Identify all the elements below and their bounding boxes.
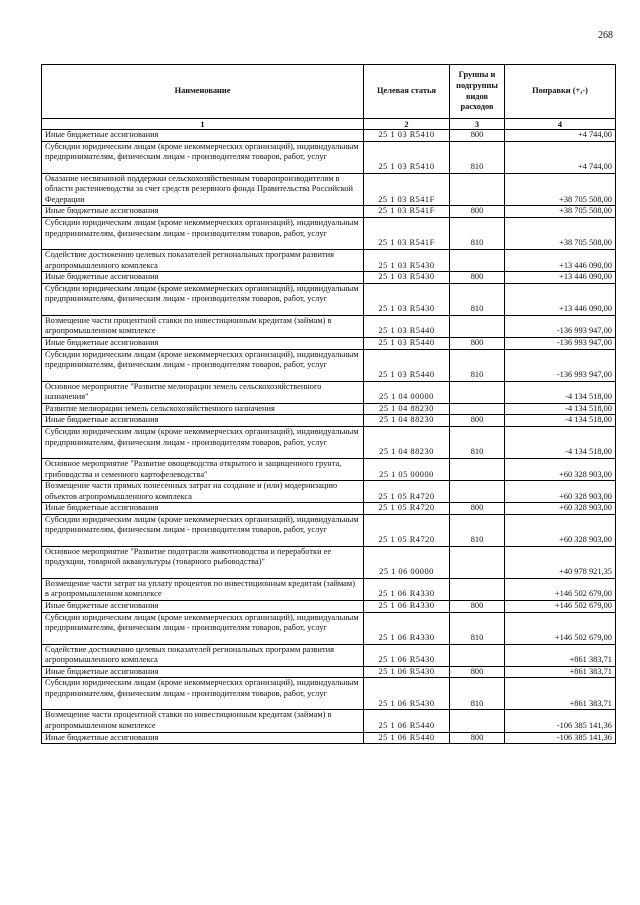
row-group-code bbox=[450, 381, 505, 403]
row-name: Оказание несвязанной поддержки сельскохозяйственным товаропроизводителям в области растениеводства за счет средств резервного фонда Правительства Российской Федерации bbox=[42, 173, 364, 206]
row-group-code: 800 bbox=[450, 206, 505, 218]
row-name: Иные бюджетные ассигнования bbox=[42, 130, 364, 142]
row-group-code: 810 bbox=[450, 349, 505, 381]
row-target-code: 25 1 05 R4720 bbox=[364, 481, 450, 503]
row-group-code: 810 bbox=[450, 678, 505, 710]
budget-amendments-table bbox=[41, 64, 616, 744]
row-amount: +13 446 090,00 bbox=[505, 249, 616, 271]
table-row bbox=[42, 710, 616, 732]
row-amount: -106 385 141,36 bbox=[505, 710, 616, 732]
table-row bbox=[42, 206, 616, 218]
row-group-code: 800 bbox=[450, 130, 505, 142]
row-amount: +146 502 679,00 bbox=[505, 578, 616, 600]
row-amount: -136 993 947,00 bbox=[505, 337, 616, 349]
row-target-code: 25 1 06 R5430 bbox=[364, 666, 450, 678]
row-amount: +4 744,00 bbox=[505, 141, 616, 173]
row-target-code: 25 1 03 R5410 bbox=[364, 130, 450, 142]
row-target-code: 25 1 06 R5440 bbox=[364, 732, 450, 744]
header-name: Наименование bbox=[42, 65, 364, 119]
row-target-code: 25 1 05 R4720 bbox=[364, 503, 450, 515]
row-amount: +146 502 679,00 bbox=[505, 612, 616, 644]
row-target-code: 25 1 05 00000 bbox=[364, 458, 450, 480]
row-group-code: 810 bbox=[450, 217, 505, 249]
table-row bbox=[42, 349, 616, 381]
header-amendments: Поправки (+,-) bbox=[505, 65, 616, 119]
row-amount: +38 705 508,00 bbox=[505, 173, 616, 206]
row-name: Субсидии юридическим лицам (кроме некоммерческих организаций), индивидуальным предпринимателям, физическим лицам - производителям товаров, работ, услуг bbox=[42, 283, 364, 315]
row-amount: +60 328 903,00 bbox=[505, 503, 616, 515]
table-row bbox=[42, 141, 616, 173]
table-row bbox=[42, 173, 616, 206]
row-target-code: 25 1 03 R5440 bbox=[364, 349, 450, 381]
row-amount: +861 383,71 bbox=[505, 678, 616, 710]
column-index: 2 bbox=[364, 119, 450, 130]
table-row bbox=[42, 249, 616, 271]
table-row bbox=[42, 644, 616, 666]
row-group-code: 800 bbox=[450, 272, 505, 284]
row-amount: +146 502 679,00 bbox=[505, 601, 616, 613]
row-name: Основное мероприятие "Развитие мелиорации земель сельскохозяйственного назначения" bbox=[42, 381, 364, 403]
row-group-code bbox=[450, 403, 505, 415]
row-target-code: 25 1 03 R5440 bbox=[364, 337, 450, 349]
row-target-code: 25 1 03 R5440 bbox=[364, 315, 450, 337]
row-group-code: 800 bbox=[450, 601, 505, 613]
row-name: Субсидии юридическим лицам (кроме некоммерческих организаций), индивидуальным предпринимателям, физическим лицам - производителям товаров, работ, услуг bbox=[42, 678, 364, 710]
row-name: Субсидии юридическим лицам (кроме некоммерческих организаций), индивидуальным предпринимателям, физическим лицам - производителям товаров, работ, услуг bbox=[42, 426, 364, 458]
row-group-code: 810 bbox=[450, 283, 505, 315]
row-amount: +60 328 903,00 bbox=[505, 481, 616, 503]
table-row bbox=[42, 381, 616, 403]
row-amount: +861 383,71 bbox=[505, 644, 616, 666]
table-row bbox=[42, 503, 616, 515]
row-target-code: 25 1 06 R4330 bbox=[364, 601, 450, 613]
row-name: Содействие достижению целевых показателей региональных программ развития агропромышленного комплекса bbox=[42, 249, 364, 271]
row-amount: +13 446 090,00 bbox=[505, 272, 616, 284]
row-target-code: 25 1 06 R5430 bbox=[364, 644, 450, 666]
row-group-code: 800 bbox=[450, 337, 505, 349]
table-row bbox=[42, 578, 616, 600]
table-row bbox=[42, 130, 616, 142]
row-group-code: 800 bbox=[450, 415, 505, 427]
column-index-row bbox=[42, 119, 616, 130]
row-group-code: 800 bbox=[450, 732, 505, 744]
row-name: Возмещение части прямых понесенных затрат на создание и (или) модернизацию объектов агропромышленного комплекса bbox=[42, 481, 364, 503]
table-row bbox=[42, 601, 616, 613]
row-amount: +38 705 508,00 bbox=[505, 206, 616, 218]
row-name: Основное мероприятие "Развитие подотрасли животноводства и переработки ее продукции, товарной аквакультуры (товарного рыбоводства)" bbox=[42, 546, 364, 578]
table-row bbox=[42, 415, 616, 427]
column-index: 1 bbox=[42, 119, 364, 130]
row-target-code: 25 1 04 00000 bbox=[364, 381, 450, 403]
table-row bbox=[42, 514, 616, 546]
row-target-code: 25 1 06 R5440 bbox=[364, 710, 450, 732]
row-target-code: 25 1 04 88230 bbox=[364, 426, 450, 458]
header-groups: Группы и подгруппы видов расходов bbox=[450, 65, 505, 119]
row-name: Субсидии юридическим лицам (кроме некоммерческих организаций), индивидуальным предпринимателям, физическим лицам - производителям товаров, работ, услуг bbox=[42, 349, 364, 381]
column-index: 3 bbox=[450, 119, 505, 130]
row-amount: -4 134 518,00 bbox=[505, 381, 616, 403]
table-row bbox=[42, 315, 616, 337]
row-name: Иные бюджетные ассигнования bbox=[42, 601, 364, 613]
row-name: Возмещение части затрат на уплату процентов по инвестиционным кредитам (займам) в агропромышленном комплексе bbox=[42, 578, 364, 600]
table-row bbox=[42, 678, 616, 710]
row-group-code bbox=[450, 315, 505, 337]
table-row bbox=[42, 283, 616, 315]
row-amount: -4 134 518,00 bbox=[505, 426, 616, 458]
row-name: Основное мероприятие "Развитие овощеводства открытого и защищенного грунта, грибоводства и семенного картофелеводства" bbox=[42, 458, 364, 480]
header-target: Целевая статья bbox=[364, 65, 450, 119]
row-group-code: 800 bbox=[450, 503, 505, 515]
table-body bbox=[42, 130, 616, 744]
table-row bbox=[42, 272, 616, 284]
table-row bbox=[42, 458, 616, 480]
row-target-code: 25 1 05 R4720 bbox=[364, 514, 450, 546]
row-amount: -4 134 518,00 bbox=[505, 415, 616, 427]
row-target-code: 25 1 03 R5410 bbox=[364, 141, 450, 173]
row-amount: -136 993 947,00 bbox=[505, 349, 616, 381]
page-number: 268 bbox=[598, 30, 613, 41]
row-amount: +60 328 903,00 bbox=[505, 514, 616, 546]
row-target-code: 25 1 06 R4330 bbox=[364, 578, 450, 600]
table-row bbox=[42, 337, 616, 349]
row-name: Развитие мелиорации земель сельскохозяйственного назначения bbox=[42, 403, 364, 415]
row-target-code: 25 1 04 88230 bbox=[364, 415, 450, 427]
row-name: Субсидии юридическим лицам (кроме некоммерческих организаций), индивидуальным предпринимателям, физическим лицам - производителям товаров, работ, услуг bbox=[42, 217, 364, 249]
row-name: Иные бюджетные ассигнования bbox=[42, 272, 364, 284]
table-row bbox=[42, 426, 616, 458]
row-group-code: 810 bbox=[450, 612, 505, 644]
row-target-code: 25 1 06 00000 bbox=[364, 546, 450, 578]
row-target-code: 25 1 03 R5430 bbox=[364, 249, 450, 271]
table-row bbox=[42, 612, 616, 644]
row-group-code: 810 bbox=[450, 514, 505, 546]
row-group-code: 810 bbox=[450, 426, 505, 458]
row-name: Иные бюджетные ассигнования bbox=[42, 503, 364, 515]
row-group-code: 800 bbox=[450, 666, 505, 678]
row-name: Иные бюджетные ассигнования bbox=[42, 337, 364, 349]
row-amount: -136 993 947,00 bbox=[505, 315, 616, 337]
table-row bbox=[42, 403, 616, 415]
row-amount: +38 705 508,00 bbox=[505, 217, 616, 249]
row-name: Иные бюджетные ассигнования bbox=[42, 732, 364, 744]
row-target-code: 25 1 03 R5430 bbox=[364, 272, 450, 284]
row-target-code: 25 1 03 R541F bbox=[364, 217, 450, 249]
row-amount: -4 134 518,00 bbox=[505, 403, 616, 415]
table-header-row bbox=[42, 65, 616, 119]
row-amount: -106 385 141,36 bbox=[505, 732, 616, 744]
row-amount: +40 978 921,35 bbox=[505, 546, 616, 578]
row-target-code: 25 1 06 R5430 bbox=[364, 678, 450, 710]
table-row bbox=[42, 732, 616, 744]
column-index: 4 bbox=[505, 119, 616, 130]
table-row bbox=[42, 481, 616, 503]
row-group-code bbox=[450, 481, 505, 503]
row-target-code: 25 1 03 R541F bbox=[364, 173, 450, 206]
row-group-code: 810 bbox=[450, 141, 505, 173]
row-amount: +13 446 090,00 bbox=[505, 283, 616, 315]
row-name: Субсидии юридическим лицам (кроме некоммерческих организаций), индивидуальным предпринимателям, физическим лицам - производителям товаров, работ, услуг bbox=[42, 612, 364, 644]
row-group-code bbox=[450, 458, 505, 480]
row-target-code: 25 1 06 R4330 bbox=[364, 612, 450, 644]
row-amount: +4 744,00 bbox=[505, 130, 616, 142]
row-group-code bbox=[450, 578, 505, 600]
row-name: Иные бюджетные ассигнования bbox=[42, 415, 364, 427]
row-group-code bbox=[450, 710, 505, 732]
row-group-code bbox=[450, 249, 505, 271]
row-group-code bbox=[450, 173, 505, 206]
table-row bbox=[42, 217, 616, 249]
row-name: Содействие достижению целевых показателей региональных программ развития агропромышленного комплекса bbox=[42, 644, 364, 666]
row-name: Субсидии юридическим лицам (кроме некоммерческих организаций), индивидуальным предпринимателям, физическим лицам - производителям товаров, работ, услуг bbox=[42, 514, 364, 546]
row-name: Иные бюджетные ассигнования bbox=[42, 666, 364, 678]
table-row bbox=[42, 546, 616, 578]
row-name: Возмещение части процентной ставки по инвестиционным кредитам (займам) в агропромышленном комплексе bbox=[42, 315, 364, 337]
row-name: Возмещение части процентной ставки по инвестиционным кредитам (займам) в агропромышленном комплексе bbox=[42, 710, 364, 732]
row-target-code: 25 1 03 R541F bbox=[364, 206, 450, 218]
row-target-code: 25 1 03 R5430 bbox=[364, 283, 450, 315]
row-name: Иные бюджетные ассигнования bbox=[42, 206, 364, 218]
row-group-code bbox=[450, 546, 505, 578]
row-amount: +60 328 903,00 bbox=[505, 458, 616, 480]
row-target-code: 25 1 04 88230 bbox=[364, 403, 450, 415]
row-amount: +861 383,71 bbox=[505, 666, 616, 678]
table-row bbox=[42, 666, 616, 678]
row-name: Субсидии юридическим лицам (кроме некоммерческих организаций), индивидуальным предпринимателям, физическим лицам - производителям товаров, работ, услуг bbox=[42, 141, 364, 173]
row-group-code bbox=[450, 644, 505, 666]
